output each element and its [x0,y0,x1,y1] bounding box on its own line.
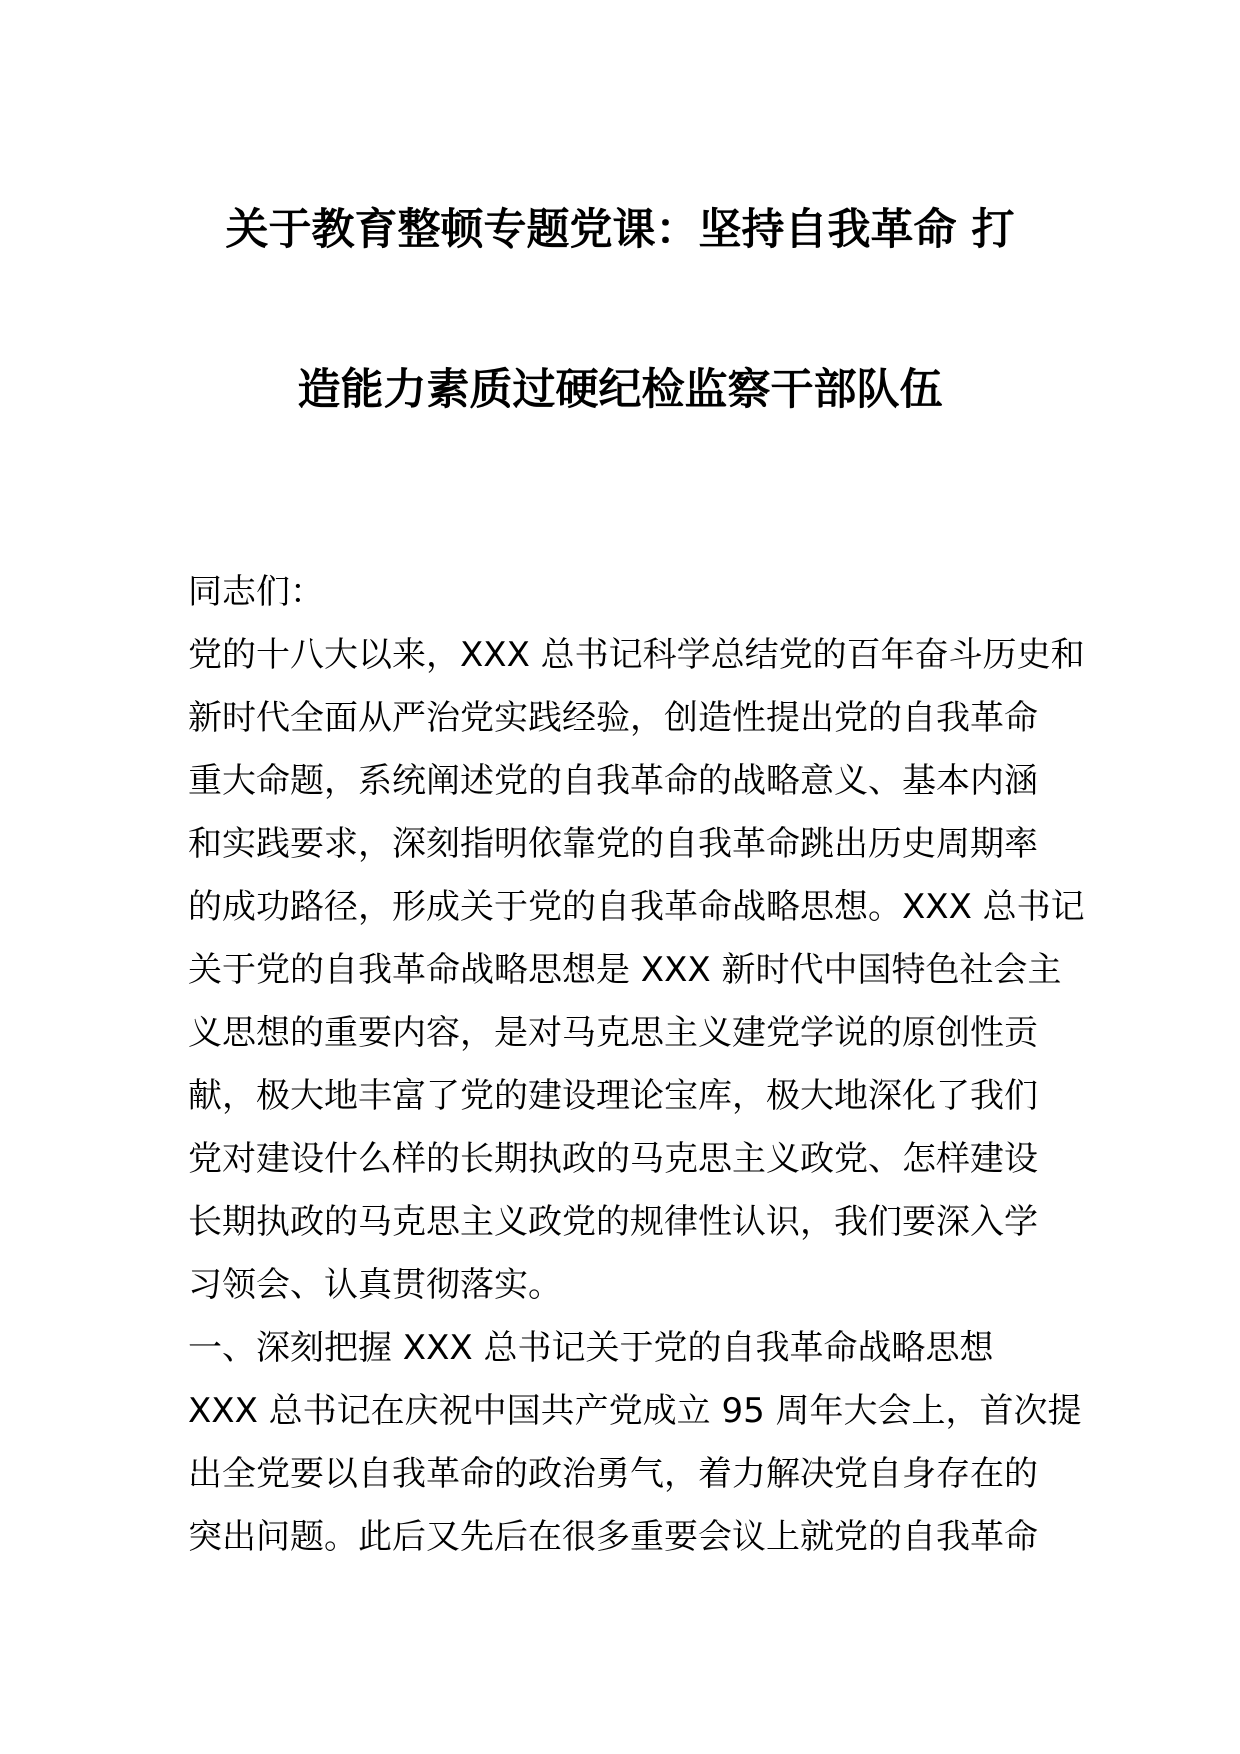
body-line-13: XXX 总书记在庆祝中国共产党成立 95 周年大会上，首次提 [188,1391,1082,1431]
body-line-1: 党的十八大以来，XXX 总书记科学总结党的百年奋斗历史和 [188,635,1085,675]
body-line-6: 关于党的自我革命战略思想是 XXX 新时代中国特色社会主 [188,950,1062,990]
salutation: 同志们： [188,572,324,612]
body-line-14: 出全党要以自我革命的政治勇气，着力解决党自身存在的 [188,1454,1038,1494]
body-line-8: 献，极大地丰富了党的建设理论宝库，极大地深化了我们 [188,1076,1038,1116]
body-line-11: 习领会、认真贯彻落实。 [188,1265,562,1305]
body-line-10: 长期执政的马克思主义政党的规律性认识，我们要深入学 [188,1202,1038,1242]
document-title-line-2: 造能力素质过硬纪检监察干部队伍 [297,365,943,415]
body-line-7: 义思想的重要内容，是对马克思主义建党学说的原创性贡 [188,1013,1038,1053]
body-line-3: 重大命题，系统阐述党的自我革命的战略意义、基本内涵 [188,761,1038,801]
section-heading-1: 一、深刻把握 XXX 总书记关于党的自我革命战略思想 [188,1328,994,1368]
body-line-5: 的成功路径，形成关于党的自我革命战略思想。XXX 总书记 [188,887,1085,927]
document-title-line-1: 关于教育整顿专题党课：坚持自我革命 打 [225,205,1015,255]
body-line-2: 新时代全面从严治党实践经验，创造性提出党的自我革命 [188,698,1038,738]
body-line-9: 党对建设什么样的长期执政的马克思主义政党、怎样建设 [188,1139,1038,1179]
body-line-15: 突出问题。此后又先后在很多重要会议上就党的自我革命 [188,1517,1038,1557]
body-line-4: 和实践要求，深刻指明依靠党的自我革命跳出历史周期率 [188,824,1038,864]
